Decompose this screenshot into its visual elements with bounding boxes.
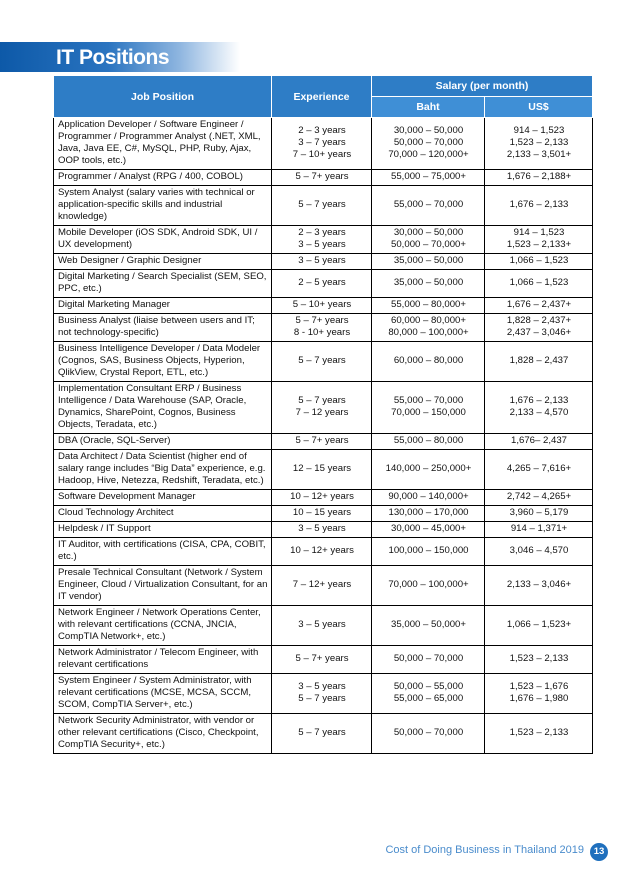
cell-position: Digital Marketing Manager [54,298,272,314]
cell-experience: 7 – 12+ years [272,566,372,606]
cell-position: System Engineer / System Administrator, with relevant certifications (MCSE, MCSA, SCCM, SCOM, CompTIA Server+, etc.) [54,674,272,714]
cell-experience: 10 – 12+ years [272,490,372,506]
cell-experience: 10 – 15 years [272,506,372,522]
cell-baht: 30,000 – 45,000+ [372,522,485,538]
cell-position: Programmer / Analyst (RPG / 400, COBOL) [54,170,272,186]
cell-position: Digital Marketing / Search Specialist (SEM, SEO, PPC, etc.) [54,270,272,298]
cell-baht: 35,000 – 50,000 [372,254,485,270]
cell-experience: 3 – 5 years [272,254,372,270]
cell-experience: 5 – 7+ years [272,434,372,450]
cell-experience: 2 – 3 years 3 – 7 years 7 – 10+ years [272,118,372,170]
cell-usd: 1,676 – 2,133 [485,186,593,226]
cell-experience: 5 – 7 years 7 – 12 years [272,382,372,434]
table-row [54,606,593,646]
cell-experience: 3 – 5 years [272,606,372,646]
cell-baht: 100,000 – 150,000 [372,538,485,566]
cell-position: Cloud Technology Architect [54,506,272,522]
table-row [54,538,593,566]
cell-experience: 5 – 7 years [272,342,372,382]
table-row [54,434,593,450]
cell-baht: 55,000 – 80,000 [372,434,485,450]
footer-publication: Cost of Doing Business in Thailand 2019 [385,844,584,856]
table-row [54,170,593,186]
cell-experience: 5 – 10+ years [272,298,372,314]
cell-usd: 1,523 – 2,133 [485,714,593,754]
cell-experience: 3 – 5 years [272,522,372,538]
cell-baht: 130,000 – 170,000 [372,506,485,522]
cell-baht: 55,000 – 80,000+ [372,298,485,314]
cell-position: Network Administrator / Telecom Engineer, with relevant certifications [54,646,272,674]
cell-baht: 55,000 – 75,000+ [372,170,485,186]
cell-experience: 5 – 7 years [272,714,372,754]
cell-experience: 5 – 7+ years 8 - 10+ years [272,314,372,342]
cell-position: Network Security Administrator, with vendor or other relevant certifications (Cisco, Checkpoint, CompTIA Security+, etc.) [54,714,272,754]
cell-position: Software Development Manager [54,490,272,506]
cell-usd: 1,066 – 1,523 [485,254,593,270]
cell-usd: 914 – 1,523 1,523 – 2,133 2,133 – 3,501+ [485,118,593,170]
cell-usd: 1,066 – 1,523+ [485,606,593,646]
cell-position: Business Intelligence Developer / Data Modeler (Cognos, SAS, Business Objects, Hyperion, QlikView, Crystal Report, ETL, etc.) [54,342,272,382]
table-row [54,226,593,254]
cell-position: IT Auditor, with certifications (CISA, CPA, COBIT, etc.) [54,538,272,566]
cell-baht: 50,000 – 70,000 [372,646,485,674]
cell-usd: 914 – 1,371+ [485,522,593,538]
page-title: IT Positions [56,46,170,69]
cell-baht: 35,000 – 50,000 [372,270,485,298]
cell-experience: 5 – 7+ years [272,170,372,186]
cell-usd: 1,523 – 2,133 [485,646,593,674]
table-row [54,382,593,434]
cell-position: Data Architect / Data Scientist (higher end of salary range includes “Big Data” experience, e.g. Hadoop, Hive, Netezza, Redshift, Teradata, etc.) [54,450,272,490]
table-row [54,118,593,170]
cell-baht: 140,000 – 250,000+ [372,450,485,490]
cell-experience: 5 – 7 years [272,186,372,226]
cell-position: Helpdesk / IT Support [54,522,272,538]
cell-usd: 1,066 – 1,523 [485,270,593,298]
header-salary: Salary (per month) [372,76,593,97]
cell-position: System Analyst (salary varies with technical or application-specific skills and industrial knowledge) [54,186,272,226]
cell-baht: 55,000 – 70,000 [372,186,485,226]
table-row [54,522,593,538]
cell-baht: 60,000 – 80,000 [372,342,485,382]
cell-baht: 60,000 – 80,000+ 80,000 – 100,000+ [372,314,485,342]
cell-position: Network Engineer / Network Operations Center, with relevant certifications (CCNA, JNCIA, CompTIA Network+, etc.) [54,606,272,646]
cell-usd: 1,676– 2,437 [485,434,593,450]
cell-baht: 30,000 – 50,000 50,000 – 70,000+ [372,226,485,254]
table-row [54,314,593,342]
cell-experience: 2 – 5 years [272,270,372,298]
cell-experience: 10 – 12+ years [272,538,372,566]
table-row [54,714,593,754]
table-row [54,342,593,382]
page-number-badge: 13 [590,843,608,861]
table-body [54,118,593,754]
table-row [54,506,593,522]
cell-usd: 2,133 – 3,046+ [485,566,593,606]
table-row [54,566,593,606]
cell-baht: 35,000 – 50,000+ [372,606,485,646]
table-row [54,450,593,490]
cell-position: Application Developer / Software Engineer / Programmer / Programmer Analyst (.NET, XML, Java, Java EE, C#, MySQL, PHP, Ruby, Ajax, OOP tools, etc.) [54,118,272,170]
header-baht: Baht [372,97,485,118]
table-row [54,646,593,674]
cell-position: Mobile Developer (iOS SDK, Android SDK, UI / UX development) [54,226,272,254]
header-experience: Experience [272,76,372,118]
cell-position: Web Designer / Graphic Designer [54,254,272,270]
cell-position: Business Analyst (liaise between users and IT; not technology-specific) [54,314,272,342]
cell-experience: 12 – 15 years [272,450,372,490]
cell-usd: 1,676 – 2,133 2,133 – 4,570 [485,382,593,434]
cell-usd: 2,742 – 4,265+ [485,490,593,506]
cell-baht: 55,000 – 70,000 70,000 – 150,000 [372,382,485,434]
cell-usd: 1,828 – 2,437+ 2,437 – 3,046+ [485,314,593,342]
header-usd: US$ [485,97,593,118]
cell-position: Implementation Consultant ERP / Business Intelligence / Data Warehouse (SAP, Oracle, Dynamics, SharePoint, Cognos, Business Objects, Teradata, etc.) [54,382,272,434]
cell-usd: 1,828 – 2,437 [485,342,593,382]
table-row [54,490,593,506]
cell-baht: 50,000 – 55,000 55,000 – 65,000 [372,674,485,714]
cell-position: Presale Technical Consultant (Network / System Engineer, Cloud / Virtualization Consultant, for an IT vendor) [54,566,272,606]
cell-baht: 70,000 – 100,000+ [372,566,485,606]
table-row [54,674,593,714]
cell-usd: 914 – 1,523 1,523 – 2,133+ [485,226,593,254]
cell-usd: 3,960 – 5,179 [485,506,593,522]
table-row [54,186,593,226]
cell-baht: 90,000 – 140,000+ [372,490,485,506]
cell-baht: 50,000 – 70,000 [372,714,485,754]
cell-usd: 1,676 – 2,437+ [485,298,593,314]
cell-usd: 1,676 – 2,188+ [485,170,593,186]
cell-experience: 2 – 3 years 3 – 5 years [272,226,372,254]
cell-experience: 3 – 5 years 5 – 7 years [272,674,372,714]
cell-position: DBA (Oracle, SQL-Server) [54,434,272,450]
cell-experience: 5 – 7+ years [272,646,372,674]
table-row [54,298,593,314]
table-row [54,270,593,298]
table-row [54,254,593,270]
it-positions-table [53,75,593,754]
header-job-position: Job Position [54,76,272,118]
cell-usd: 1,523 – 1,676 1,676 – 1,980 [485,674,593,714]
cell-baht: 30,000 – 50,000 50,000 – 70,000 70,000 – 120,000+ [372,118,485,170]
cell-usd: 4,265 – 7,616+ [485,450,593,490]
cell-usd: 3,046 – 4,570 [485,538,593,566]
